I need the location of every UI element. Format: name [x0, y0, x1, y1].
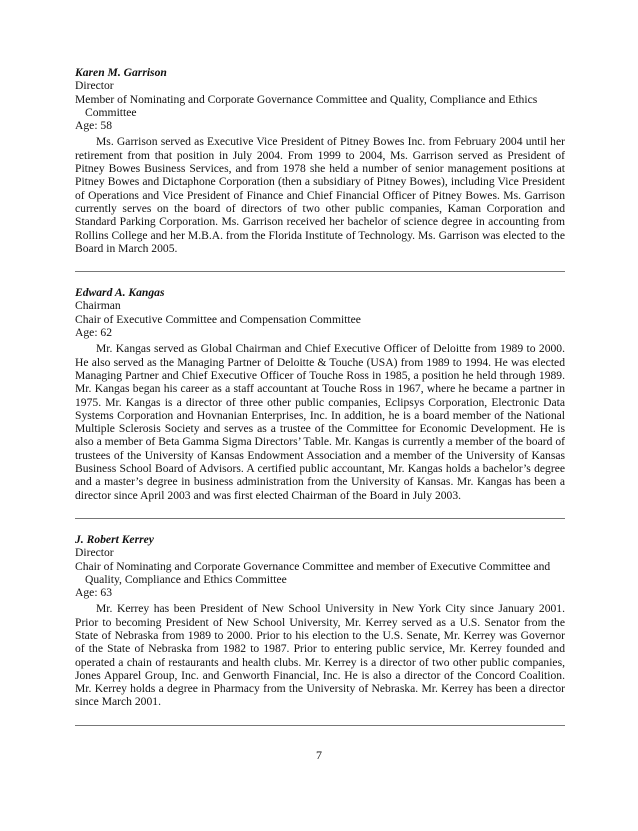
- director-profile-kangas: [75, 286, 565, 502]
- director-bio: Mr. Kangas served as Global Chairman and Chief Executive Officer of Deloitte from 1989 to 2000. He also served as the Managing Partner of Deloitte & Touche (USA) from 1989 to 1994. He was elected Managing Partner and Chief Executive Officer of Touche Ross in 1985, a position he held through 1989. Mr. Kangas began his career as a staff accountant at Touche Ross in 1967, where he became a partner in 1975. Mr. Kangas is a director of three other public companies, Eclipsys Corporation, Electronic Data Systems Corporation and Hovnanian Enterprises, Inc. In addition, he is a board member of the National Multiple Sclerosis Society and serves as a trustee of the Committee for Economic Development. He is also a member of Beta Gamma Sigma Directors’ Table. Mr. Kangas is currently a member of the board of trustees of the University of Kansas Endowment Association and a member of the University of Kansas Business School Board of Advisors. A certified public accountant, Mr. Kangas holds a bachelor’s degree and a master’s degree in business administration from the University of Kansas. Mr. Kangas has been a director since April 2003 and was first elected Chairman of the Board in July 2003.: [75, 342, 565, 502]
- director-committees: Chair of Nominating and Corporate Governance Committee and member of Executive Committee and Quality, Compliance and Ethics Committee: [75, 559, 551, 586]
- director-age: Age: 63: [75, 586, 113, 600]
- director-name: J. Robert Kerrey: [75, 532, 154, 546]
- director-name: Edward A. Kangas: [75, 286, 165, 300]
- section-divider: [75, 518, 565, 519]
- director-committees: Member of Nominating and Corporate Governance Committee and Quality, Compliance and Ethics Committee: [75, 92, 538, 119]
- page-number: 7: [316, 748, 322, 762]
- director-title: Chairman: [75, 299, 121, 313]
- director-name: Karen M. Garrison: [75, 66, 167, 79]
- director-bio: Ms. Garrison served as Executive Vice President of Pitney Bowes Inc. from February 2004 until her retirement from that position in July 2004. From 1999 to 2004, Ms. Garrison served as President of Pitney Bowes Business Services, and from 1978 she held a number of senior management positions at Pitney Bowes and Dictaphone Corporation (then a subsidiary of Pitney Bowes), including Vice President of Operations and Vice President of Finance and Chief Financial Officer of Pitney Bowes. Ms. Garrison currently serves on the board of directors of two other public companies, Kaman Corporation and Standard Parking Corporation. Ms. Garrison received her bachelor of science degree in accounting from Rollins College and her M.B.A. from the Florida Institute of Technology. Ms. Garrison was elected to the Board in March 2005.: [75, 135, 565, 255]
- director-committees: Chair of Executive Committee and Compensation Committee: [75, 312, 361, 326]
- director-profile-garrison: [75, 66, 565, 255]
- director-bio: Mr. Kerrey has been President of New School University in New York City since January 2001. Prior to becoming President of New School University, Mr. Kerrey served as a U.S. Senator from the State of Nebraska from 1989 to 2000. Prior to his election to the U.S. Senate, Mr. Kerrey was Governor of the State of Nebraska from 1982 to 1987. Prior to entering public service, Mr. Kerrey founded and operated a chain of restaurants and health clubs. Mr. Kerrey is a director of two other public companies, Jones Apparel Group, Inc. and Genworth Financial, Inc. He is also a director of the Concord Coalition. Mr. Kerrey holds a degree in Pharmacy from the University of Nebraska. Mr. Kerrey has been a director since March 2001.: [75, 602, 565, 709]
- document-page: [75, 66, 565, 740]
- director-title: Director: [75, 546, 114, 560]
- director-profile-kerrey: [75, 533, 565, 709]
- director-title: Director: [75, 79, 114, 93]
- director-age: Age: 58: [75, 119, 113, 133]
- director-age: Age: 62: [75, 326, 113, 340]
- section-divider: [75, 271, 565, 272]
- section-divider: [75, 725, 565, 726]
